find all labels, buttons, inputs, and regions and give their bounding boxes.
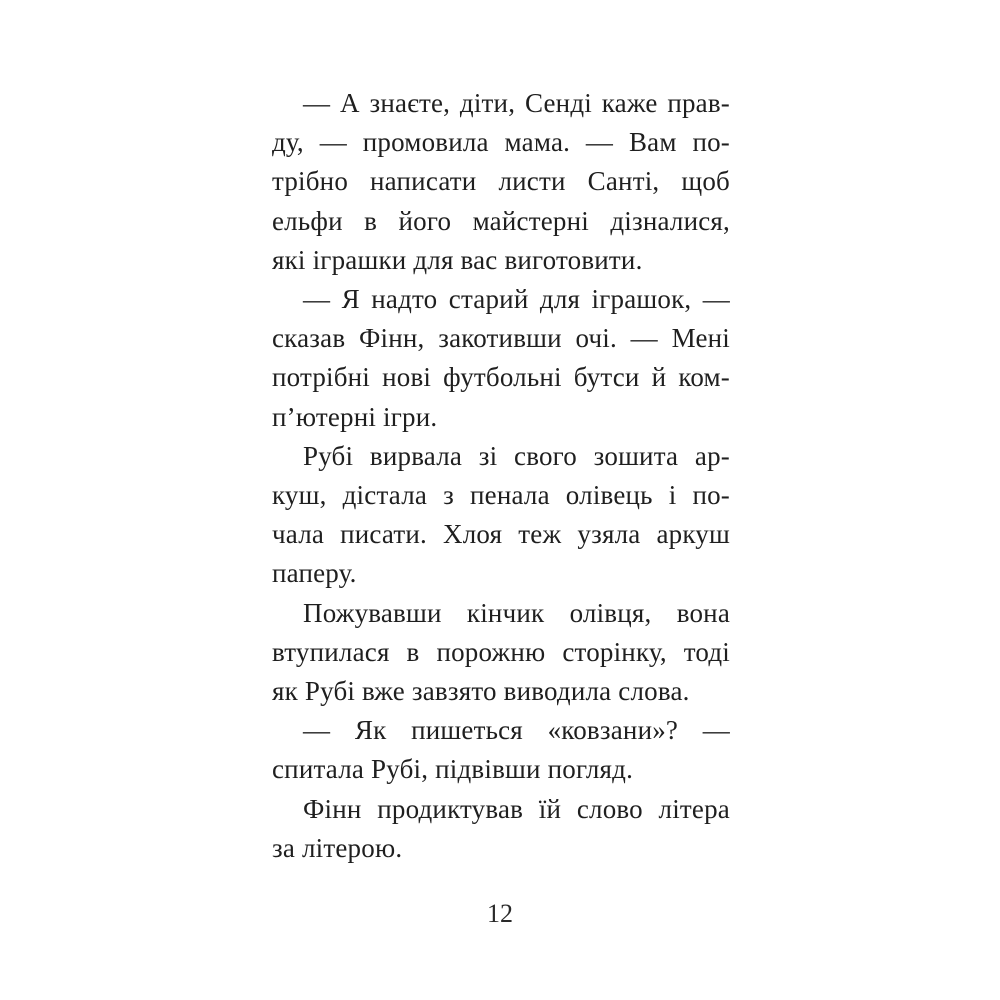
text-line-p2-l3: потрібні нові футбольні бутси й ком- bbox=[272, 362, 730, 393]
text-line-p5-l1: — Як пишеться «ковзани»? — bbox=[303, 715, 730, 746]
text-line-p2-l1: — Я надто старий для іграшок, — bbox=[303, 284, 730, 315]
text-line-p3-l3: чала писати. Хлоя теж узяла аркуш bbox=[272, 519, 730, 550]
text-line-p2-l2: сказав Фінн, закотивши очі. — Мені bbox=[272, 323, 730, 354]
text-line-p1-l5: які іграшки для вас виготовити. bbox=[272, 244, 643, 275]
text-line-p4-l2: втупилася в порожню сторінку, тоді bbox=[272, 636, 730, 667]
text-line-p2-l4: п’ютерні ігри. bbox=[272, 401, 438, 432]
text-line-p3-l4: паперу. bbox=[272, 558, 357, 589]
text-line-p1-l2: ду, — промовила мама. — Вам по- bbox=[272, 127, 730, 158]
text-line-p3-l1: Рубі вирвала зі свого зошита ар- bbox=[303, 440, 730, 471]
page-number: 12 bbox=[487, 899, 513, 928]
text-line-p4-l1: Пожувавши кінчик олівця, вона bbox=[303, 597, 730, 628]
text-line-p6-l2: за літерою. bbox=[272, 832, 403, 863]
text-line-p5-l2: спитала Рубі, підвівши погляд. bbox=[272, 754, 634, 785]
page-text-block bbox=[272, 84, 730, 868]
text-line-p1-l1: — А знаєте, діти, Сенді каже прав- bbox=[303, 88, 730, 118]
text-line-p1-l4: ельфи в його майстерні дізналися, bbox=[272, 205, 730, 236]
text-line-p3-l2: куш, дістала з пенала олівець і по- bbox=[272, 480, 730, 511]
text-line-p6-l1: Фінн продиктував їй слово літера bbox=[303, 793, 730, 824]
text-line-p1-l3: трібно написати листи Санті, щоб bbox=[272, 166, 730, 197]
text-line-p4-l3: як Рубі вже завзято виводила слова. bbox=[272, 676, 690, 707]
